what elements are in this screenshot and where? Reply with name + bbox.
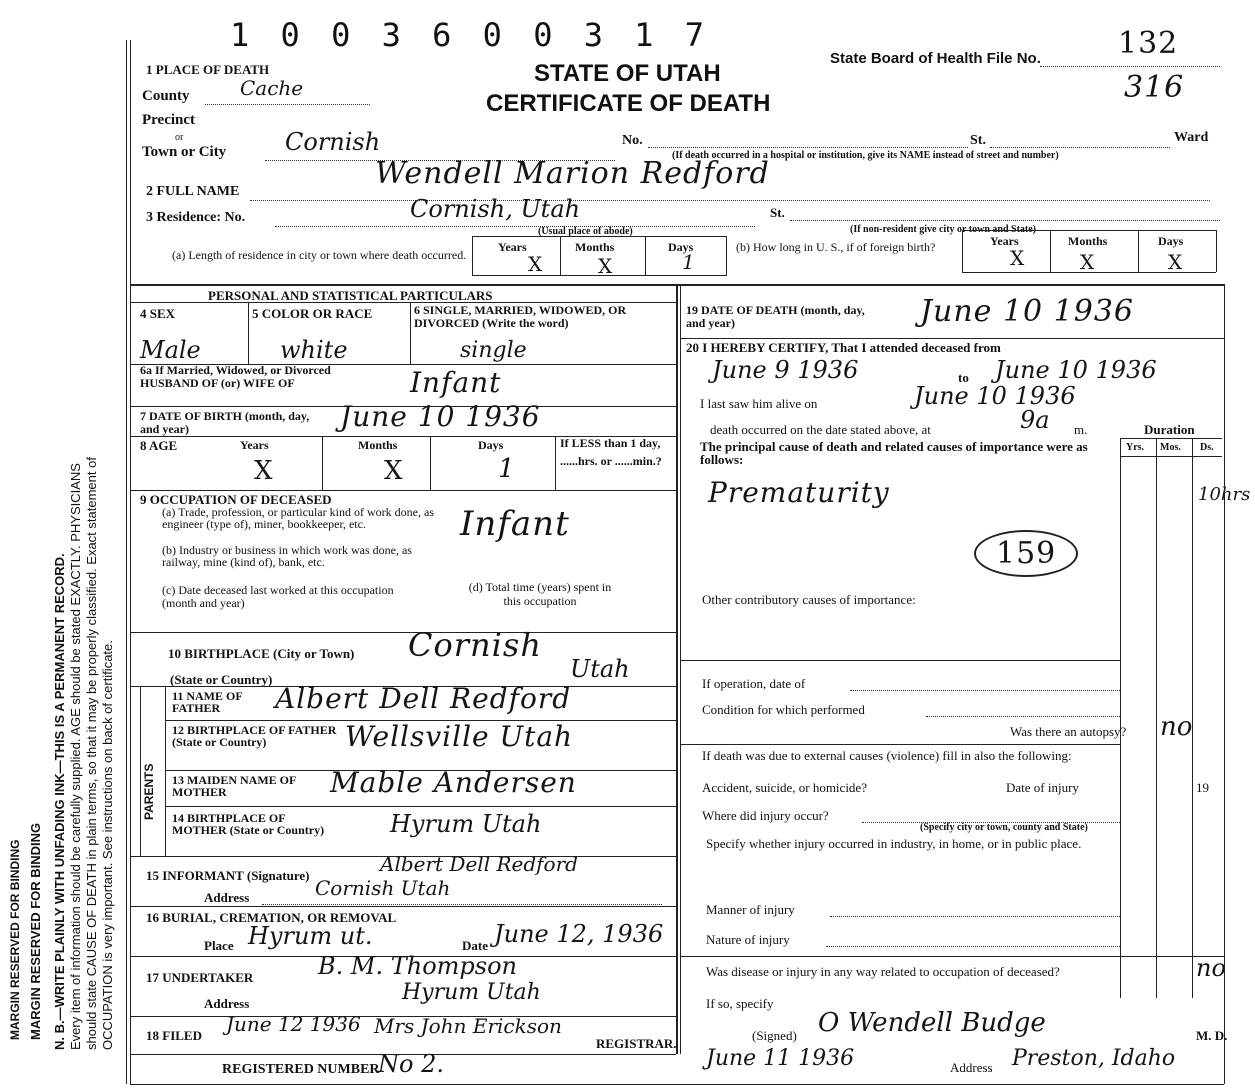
town-value: Cornish [285,128,381,156]
informant-address-label: Address [204,890,250,905]
burial-place-label: Place [204,938,234,953]
title-state: STATE OF UTAH [534,60,721,87]
last-seen: June 10 1936 [914,382,1076,410]
name-label: 2 FULL NAME [146,184,240,199]
informant-label: 15 INFORMANT (Signature) [146,868,310,883]
filed-value: June 12 1936 [226,1012,361,1036]
ward-label: Ward [1174,130,1209,145]
where-label: Where did injury occur? [702,808,829,823]
margin-binding: MARGIN RESERVED FOR BINDING [8,839,22,1040]
industry-label: Specify whether injury occurred in industry, in home, or in public place. [706,836,1082,851]
file-number: 132 [1118,26,1179,61]
spouse-value: Infant [410,366,502,399]
father-bp-value: Wellsville Utah [345,720,574,753]
signed-label: (Signed) [752,1028,797,1043]
us-years-label: Years [990,234,1019,248]
dur-ds: Ds. [1200,442,1214,453]
undertaker-label: 17 UNDERTAKER [146,970,254,985]
burial-place: Hyrum ut. [248,922,373,950]
injury-date-label: Date of injury [1006,780,1079,795]
informant-address: Cornish Utah [315,876,451,900]
age-years: X [254,456,273,486]
related-label: Was disease or injury in any way related to occupation of deceased? [706,964,1060,979]
manner-label: Manner of injury [706,902,795,917]
mother-bp-label: 14 BIRTHPLACE OF MOTHER (State or Country) [172,811,325,837]
cause-value: Prematurity [708,476,890,509]
reg-number: No 2. [378,1050,444,1078]
occurred-label: death occurred on the date stated above, at [710,422,931,437]
undertaker-address-label: Address [204,996,250,1011]
age-label: 8 AGE [140,438,178,453]
undertaker-value: B. M. Thompson [318,952,517,980]
external-label: If death was due to external causes (violence) fill in also the following: [702,748,1072,763]
town-label: Town or City [142,144,227,160]
len-days: 1 [682,250,695,274]
undertaker-address: Hyrum Utah [402,980,541,1005]
related-value: no [1196,954,1226,982]
birthplace-value: Cornish [408,626,542,664]
dur-mos: Mos. [1160,442,1181,453]
len-months-label: Months [575,240,615,254]
father-label: 11 NAME OF FATHER [172,689,243,715]
color-label: 5 COLOR OR RACE [252,306,373,321]
age-days-label: Days [478,438,504,452]
dod-label: 19 DATE OF DEATH (month, day, and year) [686,303,865,330]
death-time: 9a [1020,406,1050,434]
marital-value: single [460,338,527,363]
us-days: X [1168,250,1183,274]
sex-label: 4 SEX [140,306,176,321]
age-days: 1 [498,454,515,484]
dob-value: June 10 1936 [340,400,541,433]
margin-instr-2: should state CAUSE OF DEATH in plain terms, so that it may be properly classified. Exact statement of [84,457,99,1050]
cause-code: 159 [974,530,1078,577]
mother-label: 13 MAIDEN NAME OF MOTHER [172,773,296,799]
burial-label: 16 BURIAL, CREMATION, OR REMOVAL [146,910,397,925]
parents-label: PARENTS [142,763,156,820]
dob-label: 7 DATE OF BIRTH (month, day, and year) [140,409,310,436]
father-bp-label: 12 BIRTHPLACE OF FATHER (State or Country) [172,723,337,749]
operation-label: If operation, date of [702,676,806,691]
occ-b: (b) Industry or business in which work was done, as railway, mine (kind of), bank, etc. [162,543,412,569]
dod-value: June 10 1936 [920,294,1135,329]
occupation-label: 9 OCCUPATION OF DECEASED [140,492,332,507]
birthplace-label: 10 BIRTHPLACE (City or Town) [168,646,355,661]
residence-value: Cornish, Utah [410,195,581,223]
reg-number-label: REGISTERED NUMBER [222,1062,380,1077]
county-label: County [142,88,190,104]
registrar-signature: Mrs John Erickson [374,1014,562,1038]
duration-value: 10hrs [1198,484,1251,505]
ifso-label: If so, specify [706,996,774,1011]
title-certificate: CERTIFICATE OF DEATH [486,90,771,117]
spouse-label: 6a If Married, Widowed, or Divorced HUSBAND OF (or) WIFE OF [140,363,331,390]
attended-to: June 10 1936 [995,356,1157,384]
st-label: St. [970,133,986,148]
contrib-label: Other contributory causes of importance: [702,592,916,607]
us-days-label: Days [1158,234,1184,248]
birthstate-value: Utah [570,655,630,683]
accident-label: Accident, suicide, or homicide? [702,780,867,795]
place-heading: 1 PLACE OF DEATH [146,62,270,77]
specify-city: (Specify city or town, county and State) [920,822,1088,833]
autopsy-value: no [1160,712,1193,742]
condition-label: Condition for which performed [702,702,865,717]
father-value: Albert Dell Redford [275,682,572,715]
name-value: Wendell Marion Redford [375,156,770,191]
age-years-label: Years [240,438,269,452]
m-label: m. [1074,422,1088,437]
physician-signature: O Wendell Budge [818,1008,1046,1038]
us-label: (b) How long in U. S., if of foreign birth? [736,240,936,254]
usual-abode: (Usual place of abode) [538,226,633,237]
mother-bp-value: Hyrum Utah [390,810,542,838]
marital-label: 6 SINGLE, MARRIED, WIDOWED, OR DIVORCED (Write the word) [414,303,627,330]
less-label: If LESS than 1 day, ......hrs. or ......min.? [560,436,662,468]
us-years: X [1010,246,1025,270]
age-months-label: Months [358,438,398,452]
registrar-label: REGISTRAR. [596,1036,677,1051]
us-months: X [1080,250,1095,274]
nature-label: Nature of injury [706,932,790,947]
filed-label: 18 FILED [146,1028,202,1043]
sign-date: June 11 1936 [706,1046,855,1071]
md-label: M. D. [1196,1028,1228,1043]
informant-value: Albert Dell Redford [380,852,578,876]
margin-nb: N. B.—WRITE PLAINLY WITH UNFADING INK—THIS IS A PERMANENT RECORD. [52,553,67,1050]
length-label: (a) Length of residence in city or town where death occurred. [172,248,467,262]
len-months: X [598,254,613,278]
burial-date: June 12, 1936 [494,920,664,948]
autopsy-label: Was there an autopsy? [1010,724,1127,739]
len-years-label: Years [498,240,527,254]
state-label: (State or Country) [170,672,273,687]
sex-value: Male [140,336,201,364]
or-label: or [175,132,184,143]
occupation-value: Infant [460,504,570,544]
attended-from: June 9 1936 [712,356,859,384]
file-number-2: 316 [1124,70,1185,105]
len-days-label: Days [668,240,694,254]
last-seen-label: I last saw him alive on [700,396,818,411]
residence-st: St. [770,205,785,220]
mother-value: Mable Andersen [330,766,577,799]
place-note: (If death occurred in a hospital or institution, give its NAME instead of street and number) [672,150,1059,161]
margin-instr-1: Every item of information should be carefully supplied. AGE should be stated EXACTLY. PHYSICIANS [68,463,83,1050]
county-value: Cache [240,76,304,100]
sign-address-label: Address [950,1060,993,1075]
occ-a: (a) Trade, profession, or particular kind of work done, as engineer (type of), miner, bookkeeper, etc. [162,505,434,531]
len-years: X [528,252,543,276]
sign-address: Preston, Idaho [1012,1046,1176,1071]
us-months-label: Months [1068,234,1108,248]
color-value: white [280,336,348,364]
margin-instr-3: OCCUPATION is very important. See instructions on back of certificate. [100,640,115,1050]
no-label: No. [622,133,643,148]
file-label: State Board of Health File No. [830,50,1041,67]
occ-d: (d) Total time (years) spent in this occupation [468,580,612,608]
occ-c: (c) Date deceased last worked at this occupation (month and year) [162,583,394,610]
to-label: to [958,370,969,385]
precinct-label: Precinct [142,112,196,128]
duration-label: Duration [1144,422,1195,437]
residence-label: 3 Residence: No. [146,210,246,225]
dur-yrs: Yrs. [1126,442,1145,453]
burial-date-label: Date [462,938,488,953]
personal-heading: PERSONAL AND STATISTICAL PARTICULARS [208,288,493,303]
certify-label: 20 I HEREBY CERTIFY, That I attended deceased from [686,340,1001,355]
nonresident-note: (If non-resident give city or town and State) [850,224,1037,235]
serial-number: 1 0 0 3 6 0 0 3 1 7 [230,16,711,54]
age-months: X [384,456,403,486]
cause-label: The principal cause of death and related causes of importance were as follows: [700,439,1088,467]
year-19: 19 [1196,780,1209,795]
margin-binding-2: MARGIN RESERVED FOR BINDING [28,822,43,1040]
